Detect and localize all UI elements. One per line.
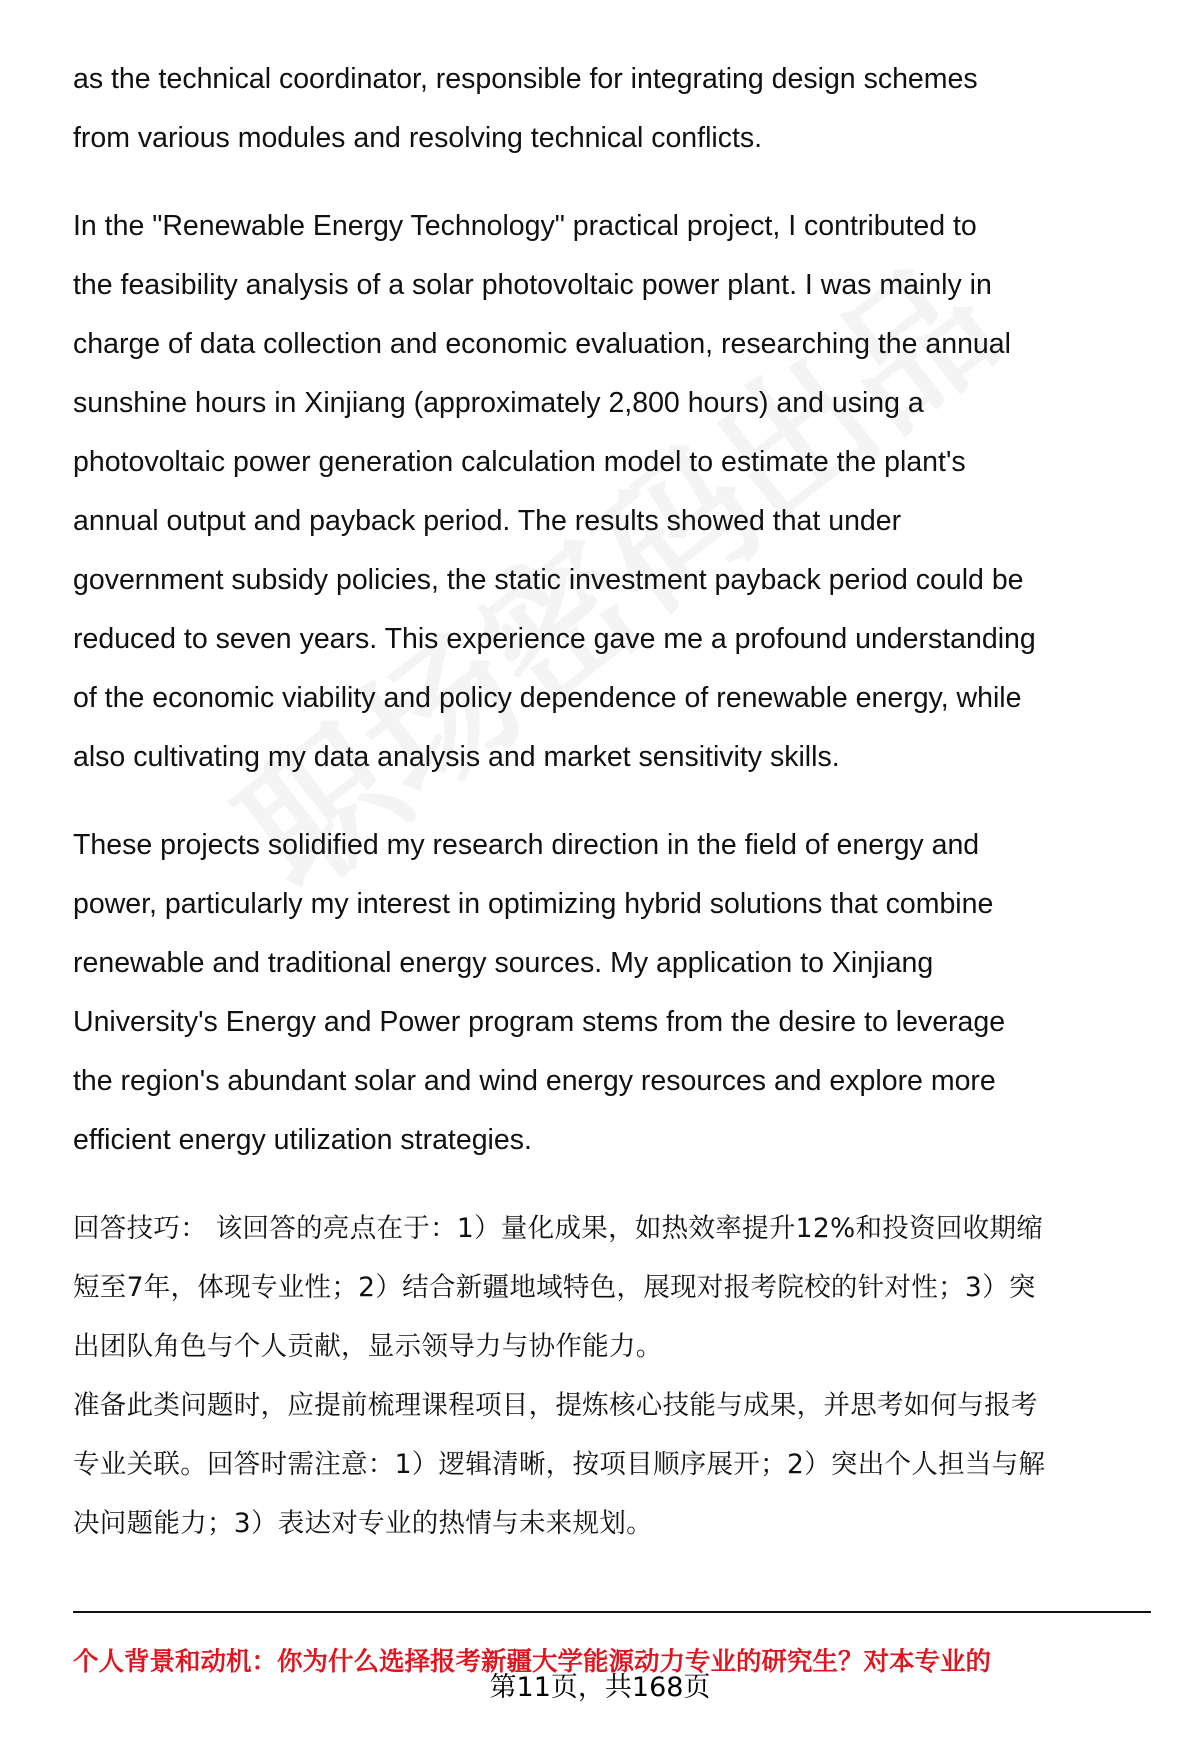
- page-number: 第11页，共168页: [489, 1672, 711, 1703]
- text-line: University's Energy and Power program stems from the desire to leverage: [73, 1006, 1006, 1038]
- text-line: annual output and payback period. The results showed that under: [73, 505, 902, 537]
- next-question-heading: 个人背景和动机：你为什么选择报考新疆大学能源动力专业的研究生？对本专业的: [73, 1647, 992, 1677]
- text-line: the region's abundant solar and wind energy resources and explore more: [73, 1065, 996, 1097]
- text-line: as the technical coordinator, responsible for integrating design schemes: [73, 63, 978, 95]
- text-line: also cultivating my data analysis and market sensitivity skills.: [73, 741, 840, 773]
- text-line: government subsidy policies, the static investment payback period could be: [73, 564, 1024, 596]
- text-line: photovoltaic power generation calculation model to estimate the plant's: [73, 446, 966, 478]
- text-line: efficient energy utilization strategies.: [73, 1124, 532, 1156]
- text-line: sunshine hours in Xinjiang (approximately 2,800 hours) and using a: [73, 387, 924, 419]
- paragraph-1: [73, 50, 1153, 168]
- text-line: 短至7年，体现专业性；2）结合新疆地域特色，展现对报考院校的针对性；3）突: [73, 1272, 1036, 1303]
- text-line: In the "Renewable Energy Technology" practical project, I contributed to: [73, 210, 977, 242]
- text-line: 决问题能力；3）表达对专业的热情与未来规划。: [73, 1508, 653, 1539]
- paragraph-3: [73, 816, 1153, 1170]
- text-line: 专业关联。回答时需注意：1）逻辑清晰，按项目顺序展开；2）突出个人担当与解: [73, 1449, 1046, 1480]
- text-line: the feasibility analysis of a solar photovoltaic power plant. I was mainly in: [73, 269, 992, 301]
- document-body: [73, 50, 1153, 1582]
- text-line: These projects solidified my research direction in the field of energy and: [73, 829, 980, 861]
- text-line: renewable and traditional energy sources. My application to Xinjiang: [73, 947, 934, 979]
- divider: [73, 1611, 1151, 1613]
- text-line: 出团队角色与个人贡献，显示领导力与协作能力。: [73, 1331, 663, 1362]
- text-line: charge of data collection and economic evaluation, researching the annual: [73, 328, 1011, 360]
- text-line: 准备此类问题时，应提前梳理课程项目，提炼核心技能与成果，并思考如何与报考: [73, 1390, 1038, 1421]
- text-line: of the economic viability and policy dependence of renewable energy, while: [73, 682, 1022, 714]
- text-line: reduced to seven years. This experience gave me a profound understanding: [73, 623, 1036, 655]
- answer-tips: [73, 1199, 1153, 1553]
- text-line: 回答技巧： 该回答的亮点在于：1）量化成果，如热效率提升12%和投资回收期缩: [73, 1213, 1044, 1244]
- text-line: from various modules and resolving technical conflicts.: [73, 122, 763, 154]
- text-line: power, particularly my interest in optimizing hybrid solutions that combine: [73, 888, 994, 920]
- paragraph-2: [73, 197, 1153, 787]
